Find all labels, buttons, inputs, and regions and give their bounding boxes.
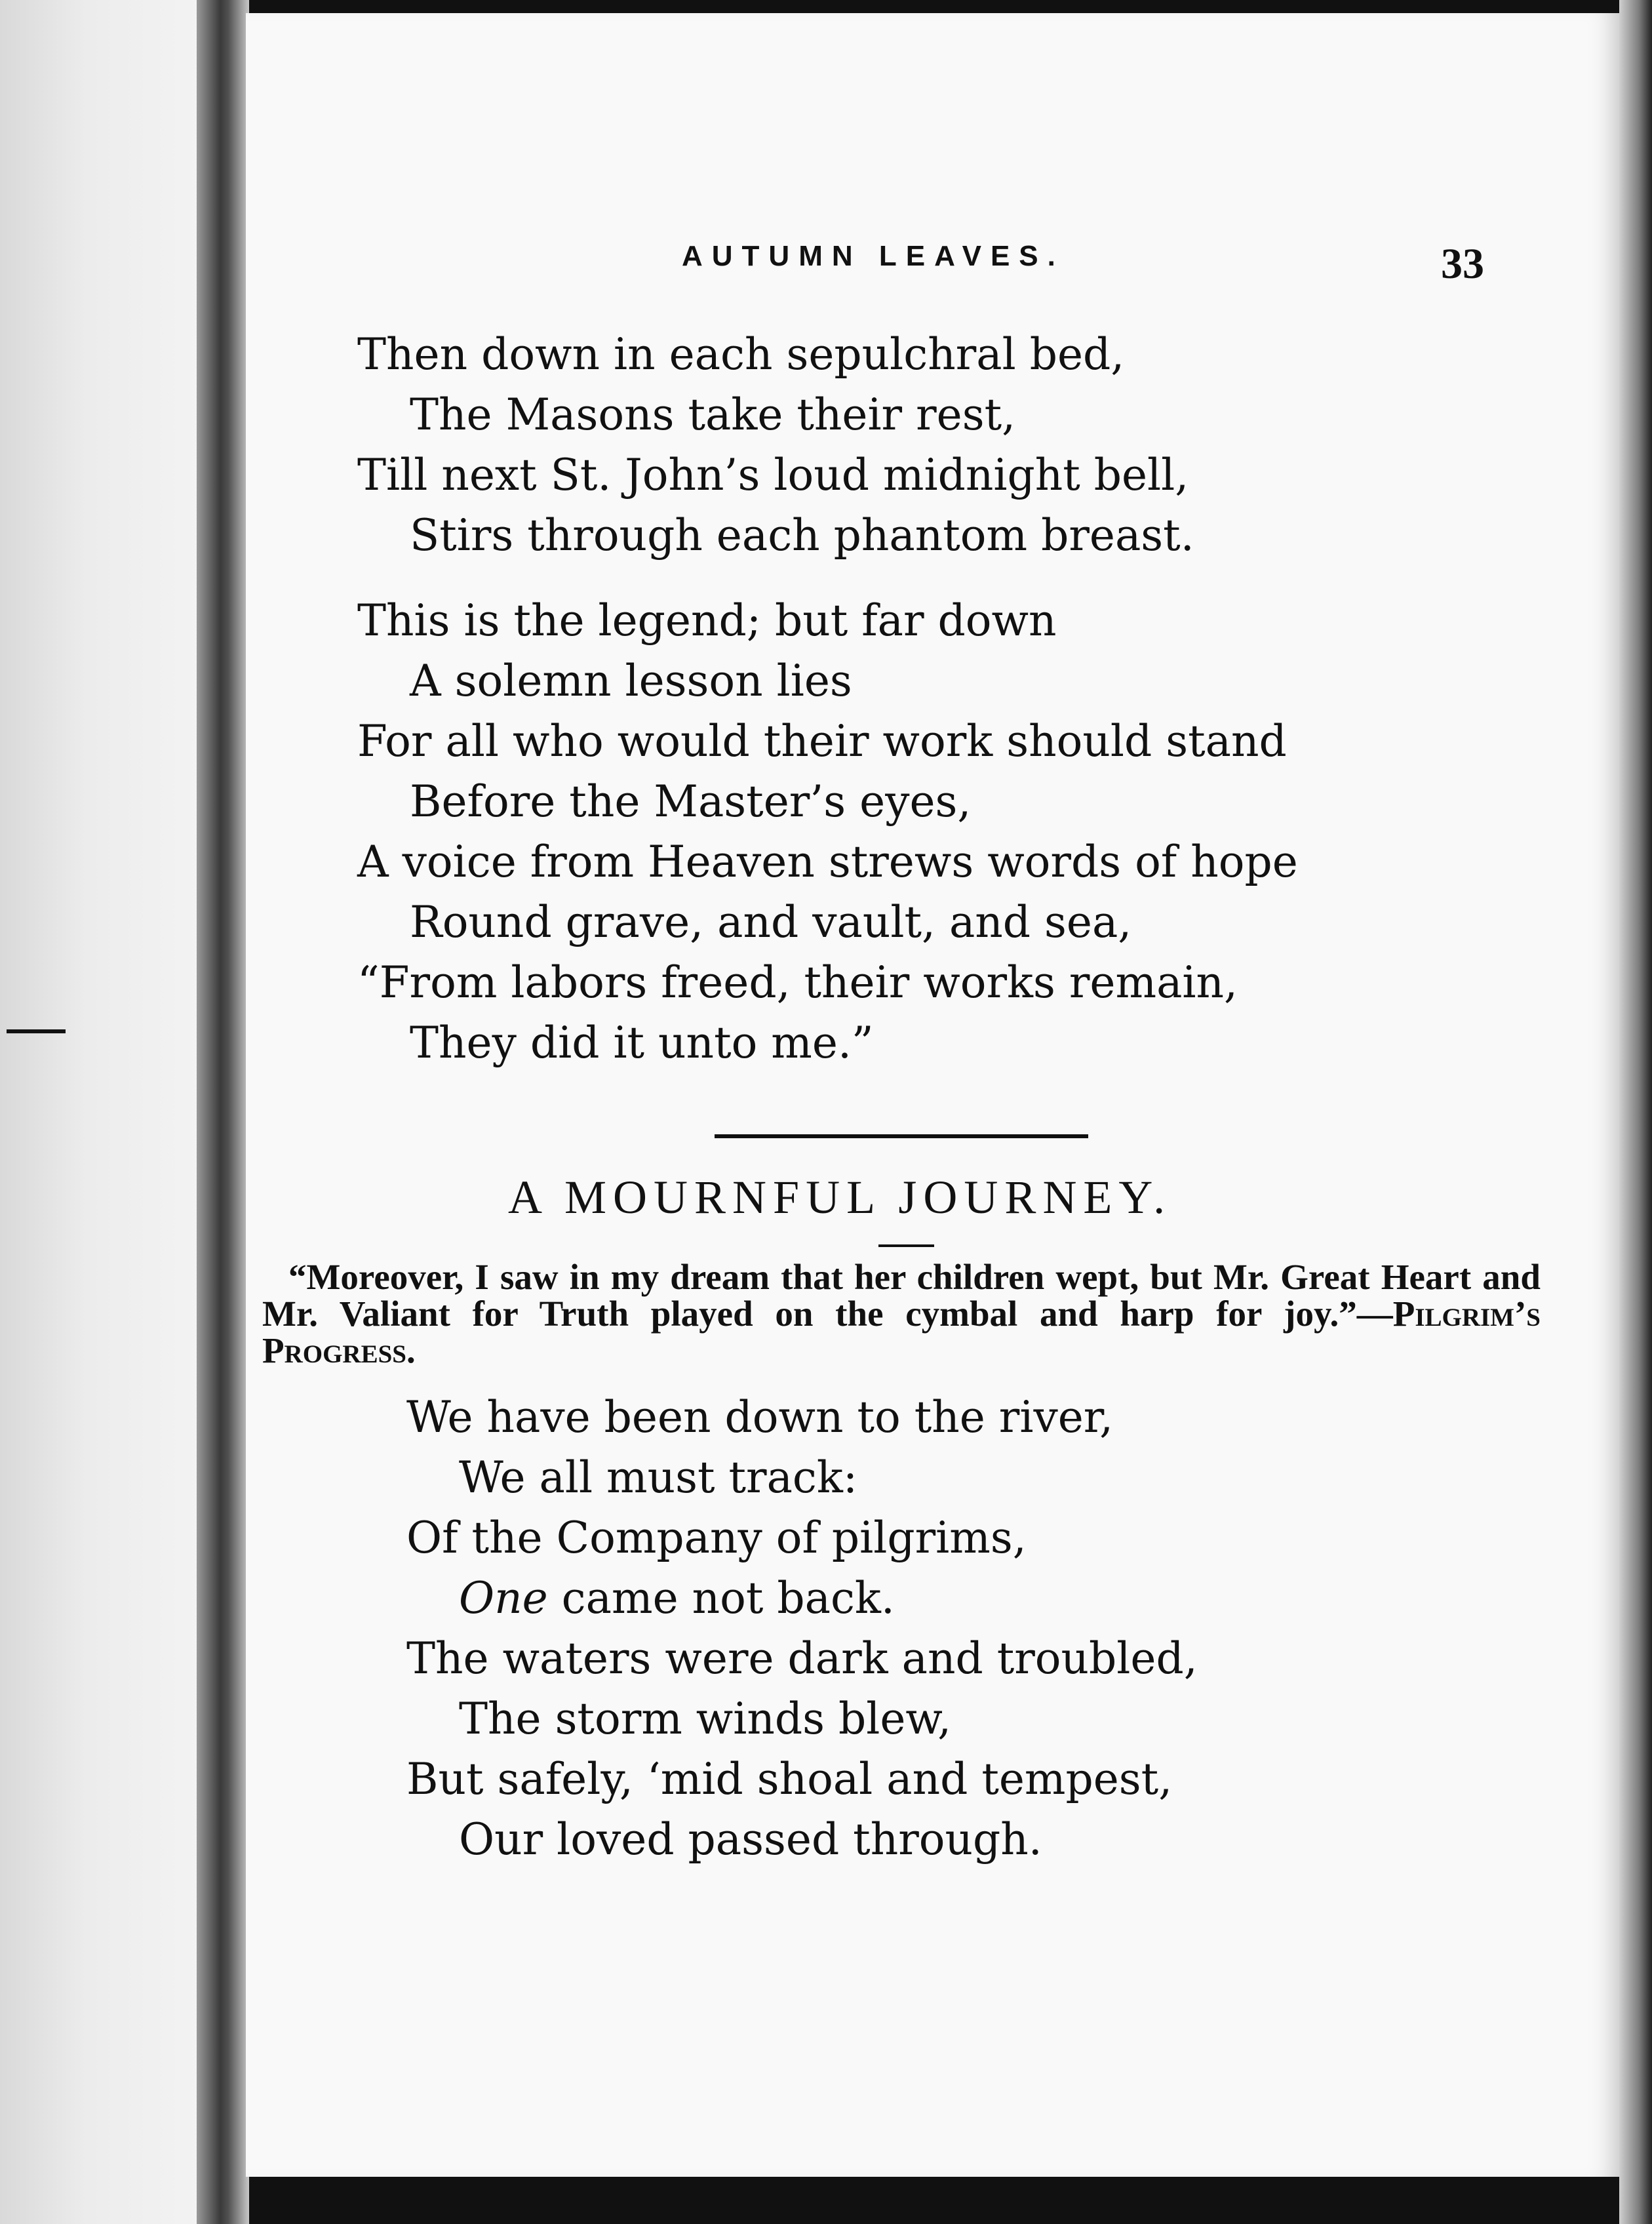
epigraph-quote: “Moreover, I saw in my dream that her children wept, but Mr. Great Heart and Mr. Valiant for Truth played on the cymbal and harp for joy.”— bbox=[262, 1257, 1541, 1334]
facing-page-dash bbox=[7, 1029, 66, 1033]
stanza bbox=[357, 325, 1504, 566]
verse-line: Stirs through each phantom breast. bbox=[410, 510, 1194, 561]
verse-line: Round grave, and vault, and sea, bbox=[410, 897, 1132, 947]
verse-line: A solemn lesson lies bbox=[410, 656, 852, 706]
section-title: A MOURNFUL JOURNEY. bbox=[508, 1171, 1172, 1223]
poem-continuation bbox=[357, 325, 1504, 1073]
section-divider bbox=[715, 1134, 1088, 1138]
verse-line: They did it unto me.” bbox=[410, 1018, 874, 1068]
epigraph-source: Pilgrim’s Progress. bbox=[262, 1294, 1541, 1370]
page-number: 33 bbox=[1441, 240, 1484, 288]
verse-line bbox=[406, 1568, 1521, 1629]
verse-line-rest: came not back. bbox=[547, 1573, 895, 1623]
emphasized-word: One bbox=[459, 1573, 548, 1623]
verse-line: The storm winds blew, bbox=[459, 1694, 952, 1744]
verse-line: A voice from Heaven strews words of hope bbox=[357, 837, 1298, 887]
verse-line: The waters were dark and troubled, bbox=[406, 1633, 1198, 1684]
verse-line: The Masons take their rest, bbox=[410, 389, 1016, 440]
verse-line: This is the legend; but far down bbox=[357, 595, 1057, 646]
title-rule bbox=[878, 1244, 934, 1247]
verse-line: Of the Company of pilgrims, bbox=[406, 1513, 1027, 1563]
epigraph bbox=[262, 1259, 1541, 1369]
facing-page bbox=[0, 0, 216, 2224]
verse-line: But safely, ‘mid shoal and tempest, bbox=[406, 1754, 1173, 1804]
facing-page-bleed bbox=[7, 0, 223, 2224]
verse-line: We have been down to the river, bbox=[406, 1392, 1114, 1442]
verse-line: Then down in each sepulchral bed, bbox=[357, 329, 1125, 380]
running-header: AUTUMN LEAVES. bbox=[682, 240, 1065, 272]
stanza bbox=[357, 591, 1504, 1073]
verse-line: Before the Master’s eyes, bbox=[410, 776, 972, 827]
verse-line: Our loved passed through. bbox=[459, 1814, 1042, 1865]
book-gutter bbox=[197, 0, 249, 2224]
poem-mournful-journey bbox=[406, 1387, 1521, 1870]
verse-line: We all must track: bbox=[459, 1452, 858, 1503]
page-edge bbox=[1619, 0, 1652, 2224]
verse-line: “From labors freed, their works remain, bbox=[357, 957, 1238, 1008]
verse-line: Till next St. John’s loud midnight bell, bbox=[357, 450, 1189, 500]
verse-line: For all who would their work should stand bbox=[357, 716, 1287, 766]
